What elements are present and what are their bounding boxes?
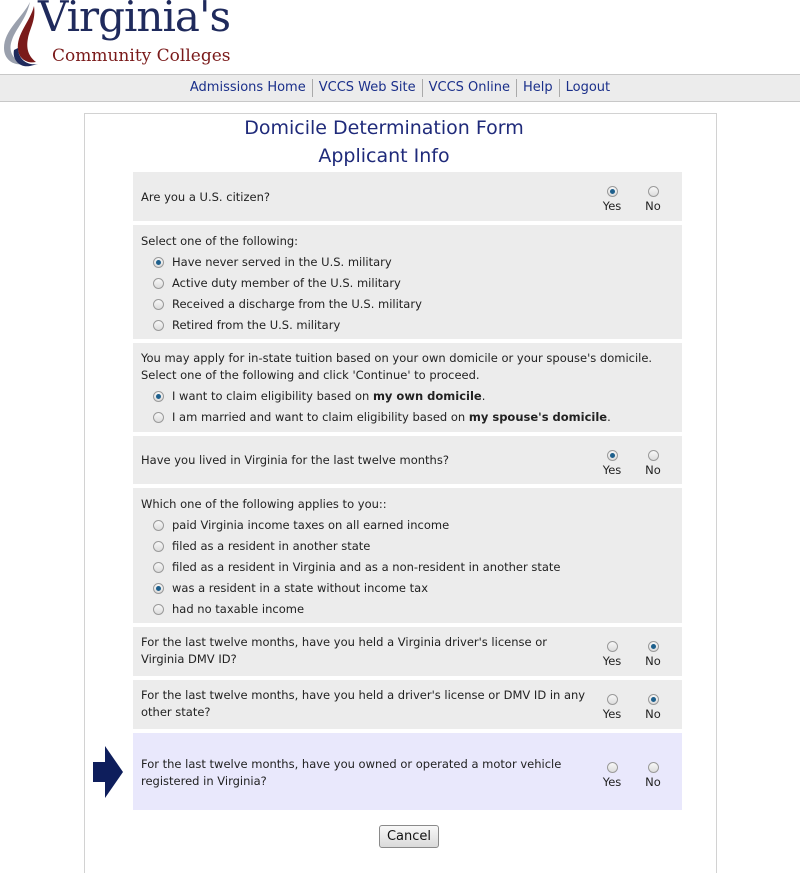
- form-subtitle: Applicant Info: [318, 145, 450, 167]
- q3-spouse-domicile-radio[interactable]: [153, 412, 164, 423]
- question-lived-in-virginia: [133, 436, 682, 484]
- yes-label: Yes: [602, 654, 622, 668]
- vccs-logo: [0, 0, 260, 72]
- logo-title: Virginia's: [38, 0, 231, 41]
- option-label: Retired from the U.S. military: [172, 318, 341, 332]
- option-label: filed as a resident in Virginia and as a non-resident in another state: [172, 560, 561, 574]
- question-text: You may apply for in-state tuition based on your own domicile or your spouse's domicile. Select one of the following and click 'Continue' to proceed.: [141, 351, 653, 382]
- q1-no-radio[interactable]: [648, 186, 659, 197]
- no-label: No: [645, 775, 661, 789]
- current-question-arrow-icon: [91, 738, 125, 806]
- option-label: Have never served in the U.S. military: [172, 255, 392, 269]
- q1-yes-radio[interactable]: [607, 186, 618, 197]
- q2-option-radio[interactable]: [153, 278, 164, 289]
- yes-label: Yes: [602, 463, 622, 477]
- logo-subtitle: Community Colleges: [52, 46, 231, 66]
- yes-label: Yes: [602, 707, 622, 721]
- question-text: Are you a U.S. citizen?: [141, 190, 270, 204]
- q5-option-radio[interactable]: [153, 583, 164, 594]
- no-label: No: [645, 707, 661, 721]
- q8-no-radio[interactable]: [648, 762, 659, 773]
- no-label: No: [645, 463, 661, 477]
- q2-option-radio[interactable]: [153, 320, 164, 331]
- option-label: Active duty member of the U.S. military: [172, 276, 401, 290]
- option-label: filed as a resident in another state: [172, 539, 371, 553]
- q4-yes-radio[interactable]: [607, 450, 618, 461]
- question-income-tax: [133, 488, 682, 623]
- q2-option-radio[interactable]: [153, 257, 164, 268]
- question-other-state-license: [133, 680, 682, 729]
- q7-no-radio[interactable]: [648, 694, 659, 705]
- option-label: was a resident in a state without income tax: [172, 581, 429, 595]
- option-label: Received a discharge from the U.S. military: [172, 297, 422, 311]
- top-nav: [0, 74, 800, 102]
- option-label: I am married and want to claim eligibility based on my spouse's domicile.: [172, 410, 611, 424]
- q5-option-radio[interactable]: [153, 562, 164, 573]
- option-label: had no taxable income: [172, 602, 305, 616]
- q8-yes-radio[interactable]: [607, 762, 618, 773]
- q5-option-radio[interactable]: [153, 520, 164, 531]
- q2-option-radio[interactable]: [153, 299, 164, 310]
- option-label: I want to claim eligibility based on my own domicile.: [172, 389, 486, 403]
- question-us-citizen: [133, 172, 682, 221]
- q4-no-radio[interactable]: [648, 450, 659, 461]
- nav-vccs-web-site[interactable]: VCCS Web Site: [313, 79, 423, 97]
- question-military: [133, 225, 682, 339]
- nav-logout[interactable]: Logout: [565, 80, 611, 95]
- question-text: For the last twelve months, have you owned or operated a motor vehicle registered in Virginia?: [141, 757, 562, 788]
- question-text: For the last twelve months, have you held a driver's license or DMV ID in any other state?: [141, 688, 586, 719]
- q3-own-domicile-radio[interactable]: [153, 391, 164, 402]
- question-domicile-basis: [133, 343, 682, 432]
- form-title: Domicile Determination Form: [244, 117, 524, 139]
- yes-label: Yes: [602, 775, 622, 789]
- option-label: paid Virginia income taxes on all earned income: [172, 518, 450, 532]
- question-text: Which one of the following applies to you::: [141, 497, 387, 511]
- q7-yes-radio[interactable]: [607, 694, 618, 705]
- nav-vccs-online[interactable]: VCCS Online: [423, 79, 517, 97]
- yes-label: Yes: [602, 199, 622, 213]
- question-text: Have you lived in Virginia for the last twelve months?: [141, 453, 449, 467]
- no-label: No: [645, 199, 661, 213]
- nav-help[interactable]: Help: [517, 79, 560, 97]
- q5-option-radio[interactable]: [153, 541, 164, 552]
- question-va-drivers-license: [133, 627, 682, 676]
- question-va-motor-vehicle: [133, 733, 682, 810]
- no-label: No: [645, 654, 661, 668]
- nav-admissions-home[interactable]: Admissions Home: [184, 79, 313, 97]
- cancel-button[interactable]: Cancel: [379, 825, 439, 848]
- q6-yes-radio[interactable]: [607, 641, 618, 652]
- question-text: Select one of the following:: [141, 234, 299, 248]
- question-text: For the last twelve months, have you held a Virginia driver's license or Virginia DMV ID?: [141, 635, 547, 666]
- q6-no-radio[interactable]: [648, 641, 659, 652]
- q5-option-radio[interactable]: [153, 604, 164, 615]
